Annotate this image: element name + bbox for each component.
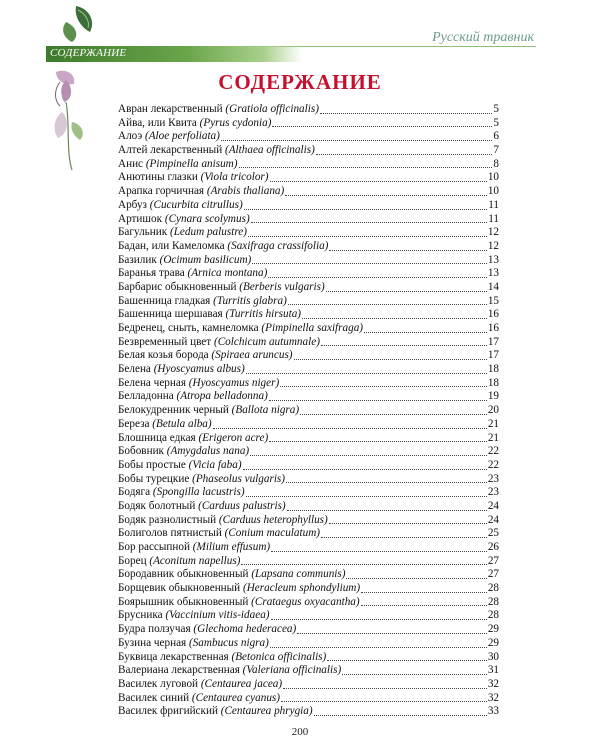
page-number: 200 [291, 726, 309, 738]
toc-entry-title [118, 281, 325, 295]
toc-entry-common-name: Алтей лекарственный [118, 144, 223, 157]
toc-entry-page: 6 [493, 130, 499, 143]
toc-entry-page: 27 [487, 554, 499, 567]
toc-leader-dots [320, 112, 492, 114]
toc-entry-title [118, 582, 360, 596]
toc-leader-dots [326, 290, 487, 292]
toc-entry-latin-name: (Hyoscyamus niger) [188, 376, 280, 389]
toc-entry-latin-name: (Valeriana officinalis) [242, 664, 342, 677]
toc-entry [118, 473, 499, 487]
toc-entry [118, 213, 499, 227]
toc-entry-common-name: Анис [118, 157, 144, 170]
toc-entry-common-name: Бобы простые [118, 458, 186, 471]
toc-entry-page: 32 [487, 691, 499, 704]
toc-entry-latin-name: (Ledum palustre) [169, 226, 247, 239]
toc-entry-title [118, 527, 320, 541]
toc-entry [118, 281, 499, 295]
toc-entry-page: 12 [487, 226, 499, 239]
toc-entry-title [118, 130, 220, 144]
toc-entry-title [118, 103, 319, 117]
toc-leader-dots [314, 714, 487, 716]
toc-entry-common-name: Башенница гладкая [118, 294, 211, 307]
toc-entry [118, 541, 499, 555]
toc-entry-common-name: Артишок [118, 212, 163, 225]
toc-entry-title [118, 199, 243, 213]
toc-leader-dots [269, 440, 487, 442]
toc-entry-latin-name: (Cynara scolymus) [164, 212, 250, 225]
toc-entry [118, 514, 499, 528]
toc-entry-page: 18 [487, 376, 499, 389]
toc-entry-latin-name: (Spongilla lacustris) [152, 486, 245, 499]
toc-entry-latin-name: (Spiraea aruncus) [211, 349, 293, 362]
toc-entry-title [118, 349, 293, 363]
toc-leader-dots [285, 194, 487, 196]
toc-entry-latin-name: (Centaurea phrygia) [220, 705, 313, 718]
toc-leader-dots [268, 276, 486, 278]
toc-entry-common-name: Айва, или Квита [118, 116, 197, 129]
toc-entry [118, 432, 499, 446]
toc-leader-dots [294, 358, 487, 360]
toc-entry-common-name: Алоэ [118, 130, 143, 143]
toc-entry-latin-name: (Atropa belladonna) [176, 390, 268, 403]
running-header-title: Русский травник [432, 30, 534, 45]
section-banner-label: СОДЕРЖАНИЕ [50, 47, 127, 59]
toc-entry-common-name: Бодяга [118, 486, 151, 499]
toc-entry [118, 390, 499, 404]
toc-entry [118, 500, 499, 514]
toc-leader-dots [241, 563, 486, 565]
toc-entry-page: 21 [487, 417, 499, 430]
toc-leader-dots [283, 687, 487, 689]
page-title: СОДЕРЖАНИЕ [218, 70, 382, 94]
toc-entry-latin-name: (Erigeron acre) [198, 431, 269, 444]
toc-leader-dots [270, 180, 487, 182]
toc-entry-page: 7 [493, 144, 499, 157]
toc-leader-dots [250, 454, 487, 456]
toc-entry [118, 377, 499, 391]
toc-entry-title [118, 390, 268, 404]
toc-entry-latin-name: (Arabis thaliana) [206, 185, 285, 198]
toc-entry-title [118, 596, 360, 610]
toc-entry-title [118, 486, 245, 500]
toc-leader-dots [246, 495, 487, 497]
toc-entry-page: 5 [493, 103, 499, 115]
toc-entry-latin-name: (Althaea officinalis) [225, 144, 315, 157]
toc-entry-page: 23 [487, 486, 499, 499]
toc-entry-title [118, 637, 269, 651]
toc-leader-dots [316, 153, 493, 155]
toc-entry [118, 349, 499, 363]
toc-entry-latin-name: (Cucurbita citrullus) [149, 198, 243, 211]
toc-leader-dots [361, 604, 487, 606]
toc-entry-title [118, 240, 328, 254]
toc-entry-latin-name: (Colchicum autumnale) [213, 335, 320, 348]
toc-entry-latin-name: (Turritis hirsuta) [225, 308, 302, 321]
toc-entry-common-name: Борец [118, 554, 147, 567]
toc-leader-dots [302, 317, 487, 319]
toc-entry-page: 14 [487, 280, 499, 293]
toc-entry-common-name: Авран лекарственный [118, 103, 223, 115]
toc-entry-latin-name: (Amygdalus nana) [166, 445, 250, 458]
toc-entry-title [118, 432, 268, 446]
toc-entry-common-name: Болиголов пятнистый [118, 527, 222, 540]
toc-entry-latin-name: (Heracleum sphondylium) [242, 582, 361, 595]
toc-entry-page: 11 [488, 198, 499, 211]
toc-entry [118, 705, 499, 719]
toc-entry-common-name: Бодяк разнолистный [118, 513, 217, 526]
toc-entry-common-name: Василек луговой [118, 677, 199, 690]
toc-entry-page: 23 [487, 472, 499, 485]
toc-entry-latin-name: (Arnica montana) [187, 267, 268, 280]
toc-entry-title [118, 117, 271, 131]
toc-entry-latin-name: (Milium effusum) [192, 541, 271, 553]
toc-entry-page: 11 [488, 212, 499, 225]
toc-entry [118, 459, 499, 473]
toc-entry-common-name: Бедренец, сныть, камнеломка [118, 322, 259, 334]
toc-entry-title [118, 377, 279, 391]
toc-entry-latin-name: (Vaccinium vitis-idaea) [165, 609, 270, 622]
toc-leader-dots [252, 262, 487, 264]
toc-leader-dots [248, 235, 487, 237]
toc-entry-latin-name: (Hyoscyamus albus) [153, 363, 245, 376]
toc-leader-dots [251, 221, 488, 223]
toc-entry-title [118, 226, 247, 240]
toc-entry-page: 28 [487, 582, 499, 595]
toc-entry-page: 8 [493, 157, 499, 170]
toc-entry-latin-name: (Betula alba) [152, 417, 212, 430]
toc-entry-common-name: Белена [118, 363, 151, 376]
toc-entry-page: 18 [487, 363, 499, 376]
toc-entry-latin-name: (Glechoma hederacea) [193, 623, 297, 636]
toc-leader-dots [288, 303, 487, 305]
toc-entry [118, 185, 499, 199]
toc-entry-page: 16 [487, 308, 499, 321]
toc-entry-page: 16 [487, 322, 499, 334]
toc-entry-common-name: Белокудренник черный [118, 404, 229, 417]
toc-leader-dots [280, 385, 487, 387]
toc-entry-latin-name: (Berberis vulgaris) [239, 280, 325, 293]
toc-entry-page: 29 [487, 636, 499, 649]
toc-leader-dots [272, 125, 492, 127]
toc-entry-page: 26 [487, 541, 499, 553]
toc-entry-page: 12 [487, 239, 499, 252]
toc-entry-title [118, 418, 212, 432]
toc-leader-dots [321, 536, 487, 538]
toc-entry-latin-name: (Pimpinella saxifraga) [261, 322, 364, 334]
toc-leader-dots [300, 413, 487, 415]
toc-entry-page: 10 [487, 185, 499, 198]
toc-entry-common-name: Белая козья борода [118, 349, 209, 362]
toc-leader-dots [342, 673, 487, 675]
toc-entry-page: 15 [487, 294, 499, 307]
toc-entry-latin-name: (Ocimum basilicum) [159, 253, 252, 266]
toc-entry-title [118, 363, 245, 377]
toc-entry [118, 664, 499, 678]
toc-entry-latin-name: (Saxifraga crassifolia) [227, 239, 329, 252]
toc-entry-page: 28 [487, 595, 499, 608]
toc-entry-page: 21 [487, 431, 499, 444]
toc-leader-dots [243, 468, 487, 470]
toc-entry-page: 19 [487, 390, 499, 403]
toc-entry [118, 651, 499, 665]
toc-entry [118, 623, 499, 637]
toc-entry-title [118, 705, 313, 719]
toc-entry-common-name: Бобовник [118, 445, 164, 458]
toc-leader-dots [281, 700, 487, 702]
toc-entry-page: 28 [487, 609, 499, 622]
toc-entry-common-name: Базилик [118, 253, 157, 266]
toc-leader-dots [286, 481, 487, 483]
toc-entry-latin-name: (Pyrus cydonia) [199, 116, 272, 129]
toc-entry [118, 445, 499, 459]
toc-leader-dots [297, 632, 487, 634]
toc-entry [118, 486, 499, 500]
toc-entry-latin-name: (Aconitum napellus) [149, 554, 241, 567]
toc-entry-title [118, 664, 341, 678]
section-banner [46, 46, 302, 62]
toc-entry [118, 322, 499, 336]
toc-entry-latin-name: (Viola tricolor) [200, 171, 269, 184]
toc-entry-common-name: Белена черная [118, 376, 186, 389]
toc-entry-latin-name: (Carduus palustris) [198, 499, 286, 512]
toc-entry-latin-name: (Vicia faba) [188, 458, 242, 471]
toc-entry-page: 24 [487, 513, 499, 526]
toc-entry-title [118, 609, 270, 623]
toc-leader-dots [329, 249, 486, 251]
toc-entry-page: 24 [487, 499, 499, 512]
toc-entry [118, 240, 499, 254]
toc-entry-common-name: Белладонна [118, 390, 174, 403]
toc-entry-common-name: Арапка горчичная [118, 185, 205, 198]
toc-entry-latin-name: (Sambucus nigra) [188, 636, 269, 649]
toc-entry [118, 199, 499, 213]
toc-entry-latin-name: (Carduus heterophyllus) [218, 513, 328, 526]
toc-entry-latin-name: (Aloe perfoliata) [145, 130, 220, 143]
toc-entry-page: 30 [487, 650, 499, 663]
toc-entry-title [118, 651, 326, 665]
toc-entry [118, 254, 499, 268]
toc-entry-common-name: Василек синий [118, 691, 190, 704]
toc-entry-title [118, 514, 328, 528]
toc-entry [118, 267, 499, 281]
toc-entry [118, 637, 499, 651]
toc-leader-dots [244, 208, 488, 210]
toc-leader-dots [329, 522, 487, 524]
toc-entry-page: 17 [487, 349, 499, 362]
toc-entry-common-name: Арбуз [118, 198, 147, 211]
toc-entry-title [118, 555, 240, 569]
toc-entry [118, 158, 499, 172]
toc-entry-common-name: Боярышник обыкновенный [118, 595, 249, 608]
toc-leader-dots [270, 646, 487, 648]
toc-entry-title [118, 541, 270, 555]
toc-entry-latin-name: (Centaurea jacea) [200, 677, 283, 690]
toc-entry-common-name: Баранья трава [118, 267, 185, 280]
toc-entry-page: 20 [487, 404, 499, 417]
toc-entry [118, 336, 499, 350]
toc-leader-dots [321, 344, 487, 346]
toc-entry [118, 404, 499, 418]
toc-leader-dots [246, 372, 487, 374]
toc-entry-common-name: Валериана лекарственная [118, 664, 240, 677]
toc-entry-title [118, 404, 299, 418]
toc-entry-common-name: Брусника [118, 609, 163, 622]
toc-entry-title [118, 445, 249, 459]
toc-entry [118, 295, 499, 309]
toc-entry [118, 568, 499, 582]
toc-entry-common-name: Будра ползучая [118, 623, 191, 636]
toc-leader-dots [239, 166, 493, 168]
toc-entry-latin-name: (Conium maculatum) [224, 527, 321, 540]
toc-entry-latin-name: (Betonica officinalis) [231, 650, 327, 663]
toc-entry-page: 17 [487, 335, 499, 348]
toc-entry-common-name: Безвременный цвет [118, 335, 212, 348]
toc-entry-common-name: Барбарис обыкновенный [118, 280, 237, 293]
toc-entry [118, 103, 499, 117]
toc-entry-title [118, 171, 269, 185]
toc-entry-page: 13 [487, 267, 499, 280]
toc-entry-title [118, 459, 242, 473]
toc-entry-latin-name: (Crataegus oxyacantha) [251, 595, 360, 608]
table-of-contents [118, 103, 499, 719]
toc-entry-page: 32 [487, 677, 499, 690]
toc-entry-title [118, 185, 284, 199]
toc-entry [118, 555, 499, 569]
toc-entry-common-name: Бузина черная [118, 636, 187, 649]
toc-entry-page: 10 [487, 171, 499, 184]
toc-leader-dots [271, 618, 487, 620]
toc-leader-dots [361, 591, 487, 593]
toc-leader-dots [327, 659, 487, 661]
toc-entry-page: 27 [487, 568, 499, 581]
toc-entry-latin-name: (Phaseolus vulgaris) [192, 472, 286, 485]
toc-entry [118, 130, 499, 144]
toc-entry-common-name: Бор рассыпной [118, 541, 190, 553]
toc-entry [118, 418, 499, 432]
toc-entry [118, 596, 499, 610]
toc-entry-common-name: Бородавник обыкновенный [118, 568, 249, 581]
toc-entry-title [118, 254, 251, 268]
toc-entry-title [118, 267, 267, 281]
toc-entry-latin-name: (Centaurea cyanus) [191, 691, 281, 704]
toc-entry-common-name: Василек фригийский [118, 705, 218, 718]
toc-leader-dots [271, 550, 487, 552]
toc-entry-common-name: Буквица лекарственная [118, 650, 229, 663]
toc-entry-title [118, 295, 287, 309]
toc-entry-common-name: Бобы турецкие [118, 472, 190, 485]
toc-entry-title [118, 623, 296, 637]
toc-entry-title [118, 568, 345, 582]
toc-entry-common-name: Башенница шершавая [118, 308, 223, 321]
toc-entry-common-name: Борщевик обыкновенный [118, 582, 241, 595]
toc-entry-title [118, 678, 282, 692]
toc-entry [118, 226, 499, 240]
toc-entry-latin-name: (Lapsana communis) [251, 568, 346, 581]
toc-leader-dots [364, 331, 487, 333]
toc-entry [118, 527, 499, 541]
toc-entry-latin-name: (Ballota nigra) [231, 404, 300, 417]
toc-leader-dots [287, 509, 487, 511]
toc-entry-common-name: Блошница едкая [118, 431, 196, 444]
toc-entry [118, 171, 499, 185]
toc-entry-common-name: Береза [118, 417, 150, 430]
toc-entry [118, 582, 499, 596]
toc-entry-title [118, 473, 285, 487]
toc-entry-page: 22 [487, 445, 499, 458]
toc-entry-title [118, 158, 238, 172]
toc-entry [118, 609, 499, 623]
toc-entry [118, 692, 499, 706]
toc-leader-dots [346, 577, 486, 579]
toc-entry-page: 33 [487, 705, 499, 718]
toc-entry-title [118, 308, 301, 322]
toc-entry-page: 5 [493, 116, 499, 129]
toc-leader-dots [213, 427, 487, 429]
toc-entry-page: 13 [487, 253, 499, 266]
toc-entry-common-name: Бадан, или Камеломка [118, 239, 225, 252]
toc-entry-title [118, 213, 250, 227]
toc-entry [118, 144, 499, 158]
toc-leader-dots [221, 139, 493, 141]
toc-entry-page: 29 [487, 623, 499, 636]
toc-entry-latin-name: (Pimpinella anisum) [145, 157, 238, 170]
toc-entry-title [118, 144, 315, 158]
toc-entry-title [118, 336, 320, 350]
toc-entry-page: 31 [487, 664, 499, 677]
toc-entry-title [118, 322, 363, 336]
toc-entry [118, 678, 499, 692]
toc-entry-latin-name: (Turritis glabra) [213, 294, 287, 307]
toc-entry-common-name: Багульник [118, 226, 168, 239]
toc-entry-latin-name: (Gratiola officinalis) [225, 103, 319, 115]
toc-entry-page: 22 [487, 458, 499, 471]
toc-entry [118, 363, 499, 377]
toc-leader-dots [269, 399, 487, 401]
toc-entry-title [118, 692, 280, 706]
toc-entry [118, 117, 499, 131]
toc-entry-page: 25 [487, 527, 499, 540]
toc-entry-common-name: Анютины глазки [118, 171, 198, 184]
toc-entry-common-name: Бодяк болотный [118, 499, 196, 512]
toc-entry [118, 308, 499, 322]
toc-entry-title [118, 500, 286, 514]
